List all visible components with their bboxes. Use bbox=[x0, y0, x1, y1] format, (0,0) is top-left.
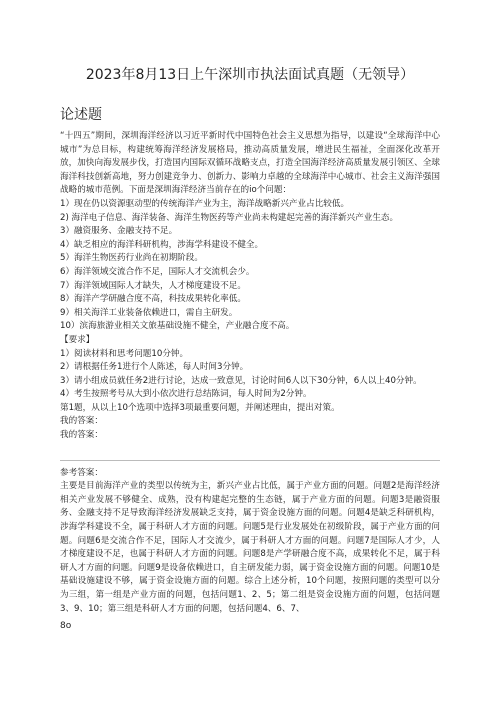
list-item: 3）请小组成员就任务2进行讨论，达成一致意见，讨论时间6人以下30分钟，6人以上40分钟。 bbox=[60, 375, 422, 386]
requirements-list bbox=[60, 348, 440, 402]
problem-list bbox=[60, 198, 440, 334]
divider bbox=[60, 460, 440, 461]
page-marker: 8o bbox=[60, 621, 72, 632]
list-item: 6）海洋领域交流合作不足，国际人才交流机会少。 bbox=[60, 266, 255, 277]
intro-paragraph: “十四五”期间，深圳海洋经济以习近平新时代中国特色社会主义思想为指导，以建设“全球海洋中心城市”为总目标，构建统筹海洋经济发展格局，推动高质量发展，增进民生福祉，全面深化改革开放，加快向海发展步伐，打造国内国际双循环战略支点，打造全国海洋经济高质量发展引领区、全球海洋科技创新高地，努力创建竞争力、创新力、影响力卓越的全球海洋中心城市、社会主义海洋强国战略的城市范例。下面是深圳海洋经济当前存在的io个问题： bbox=[60, 131, 440, 196]
my-answer-label: 我的答案： bbox=[60, 416, 103, 427]
reference-answer: 主要是目前海洋产业的类型以传统为主，新兴产业占比低，属于产业方面的问题。问题2是海洋经济相关产业发展不够健全、成熟，没有构建起完整的生态链，属于产业方面的问题。问题3是融资服务、金融支持不足导致海洋经济发展缺乏支持，属于资金设施方面的问题。问题4是缺乏科研机构，涉海学科建设不全，属于科研人才方面的问题。问题5是行业发展处在初级阶段，属于产业方面的问题。问题6是交流合作不足，国际人才交流少，属于科研人才方面的问题。问题7是国际人才少，人才梯度建设不足，也属于科研人才方面的问题。问题8是产学研融合度不高，成果转化不足，属于科研人才方面的问题。问题9是设备依赖进口，自主研发能力弱，属于资金设施方面的问题。问题10是基础设施建设不够，属于资金设施方面的问题。综合上述分析，10个问题，按照问题的类型可以分为三组，第一组是产业方面的问题，包括问题1、2、5；第二组是资金设施方面的问题，包括问题3、9、10；第三组是科研人才方面的问题，包括问题4、6、7、 bbox=[60, 481, 440, 614]
list-item: 9）相关海洋工业装备依赖进口，需自主研发。 bbox=[60, 307, 238, 318]
list-item: 2）请根据任务1进行个人陈述，每人时间3分钟。 bbox=[60, 362, 249, 373]
list-item: 1）阅读材料和思考问题10分钟。 bbox=[60, 348, 189, 359]
list-item: 2) 海洋电子信息、海洋装备、海洋生物医药等产业尚未构建起完善的海洋新兴产业生态。 bbox=[60, 212, 399, 223]
requirements-label: 【要求】 bbox=[60, 334, 95, 345]
my-answer-label: 我的答案： bbox=[60, 430, 103, 441]
answer-space bbox=[60, 443, 440, 456]
page-title: 2023年8月13日上午深圳市执法面试真题（无领导） bbox=[85, 67, 415, 83]
section-heading: 论述题 bbox=[60, 107, 102, 123]
list-item: 4）缺乏相应的海洋科研机构，涉海学科建设不健全。 bbox=[60, 239, 264, 250]
list-item: 5）海洋生物医药行业尚在初期阶段。 bbox=[60, 253, 203, 264]
task-statement: 第1题，从以上10个选项中选择3项最重要问题，并阐述理由，提出对策。 bbox=[60, 402, 340, 413]
list-item: 10）滨海旅游业相关文旅基础设施不健全，产业融合度不高。 bbox=[60, 321, 295, 332]
list-item: 1）现在仍以资源驱动型的传统海洋产业为主，海洋战略新兴产业占比较低。 bbox=[60, 198, 350, 209]
list-item: 7）海洋领域国际人才缺失，人才梯度建设不足。 bbox=[60, 280, 246, 291]
list-item: 8）海洋产学研融合度不高，科技成果转化率低。 bbox=[60, 294, 246, 305]
list-item: 3）融资服务、金融支持不足。 bbox=[60, 226, 178, 237]
reference-label: 参考答案： bbox=[60, 467, 103, 478]
list-item: 4）考生按照考号从大到小依次进行总结陈词，每人时间为2分钟。 bbox=[60, 389, 312, 400]
